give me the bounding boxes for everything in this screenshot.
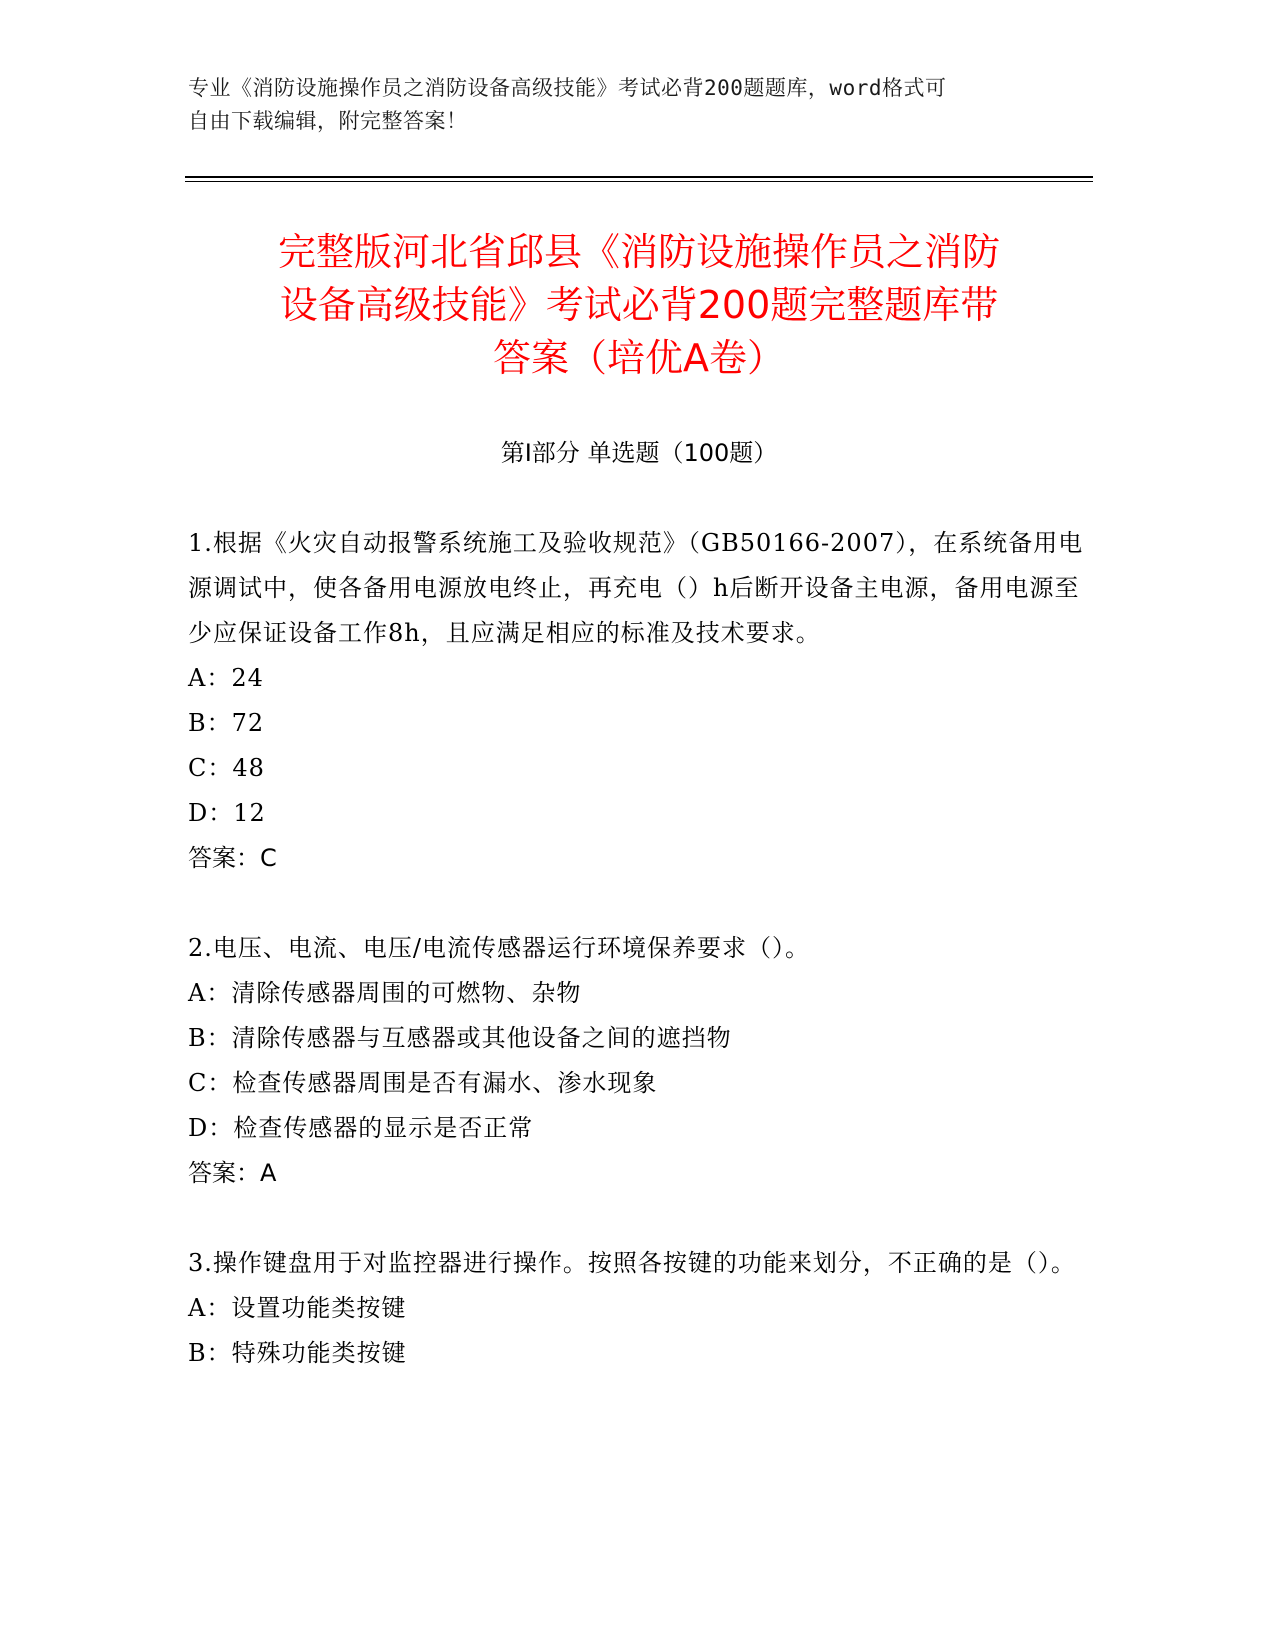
- option-b: B：特殊功能类按键: [188, 1339, 407, 1367]
- document-title: [185, 226, 1093, 385]
- answer: 答案：C: [188, 844, 277, 872]
- answer: 答案：A: [188, 1159, 277, 1187]
- question-2: [188, 926, 1093, 1196]
- header-note: [188, 72, 1088, 138]
- header-note-line-1: 专业《消防设施操作员之消防设备高级技能》考试必背200题题库，word格式可: [188, 76, 947, 100]
- question-1: [188, 521, 1093, 881]
- document-title-line-3: 答案（培优A卷）: [493, 336, 785, 380]
- option-d: D：检查传感器的显示是否正常: [188, 1114, 534, 1142]
- question-list: [188, 521, 1093, 1421]
- document-title-line-1: 完整版河北省邱县《消防设施操作员之消防: [277, 230, 1000, 274]
- question-stem: 1.根据《火灾自动报警系统施工及验收规范》（GB50166-2007），在系统备用电源调试中，使各备用电源放电终止，再充电（）h后断开设备主电源，备用电源至少应保证设备工作8h，且应满足相应的标准及技术要求。: [188, 529, 1084, 647]
- question-stem: 2.电压、电流、电压/电流传感器运行环境保养要求（）。: [188, 934, 810, 962]
- option-c: C：48: [188, 754, 265, 782]
- document-title-line-2: 设备高级技能》考试必背200题完整题库带: [279, 283, 999, 327]
- option-c: C：检查传感器周围是否有漏水、渗水现象: [188, 1069, 658, 1097]
- section-heading: 第Ⅰ部分 单选题（100题）: [500, 439, 778, 467]
- question-3: [188, 1241, 1093, 1376]
- option-a: A：清除传感器周围的可燃物、杂物: [188, 979, 582, 1007]
- option-a: A：24: [188, 664, 264, 692]
- option-b: B：72: [188, 709, 265, 737]
- option-b: B：清除传感器与互感器或其他设备之间的遮挡物: [188, 1024, 732, 1052]
- header-rule-thin: [185, 181, 1093, 182]
- option-a: A：设置功能类按键: [188, 1294, 407, 1322]
- question-stem: 3.操作键盘用于对监控器进行操作。按照各按键的功能来划分，不正确的是（）。: [188, 1249, 1076, 1277]
- header-note-line-2: 自由下载编辑，附完整答案！: [188, 109, 468, 133]
- header-rule-thick: [185, 176, 1093, 178]
- option-d: D：12: [188, 799, 266, 827]
